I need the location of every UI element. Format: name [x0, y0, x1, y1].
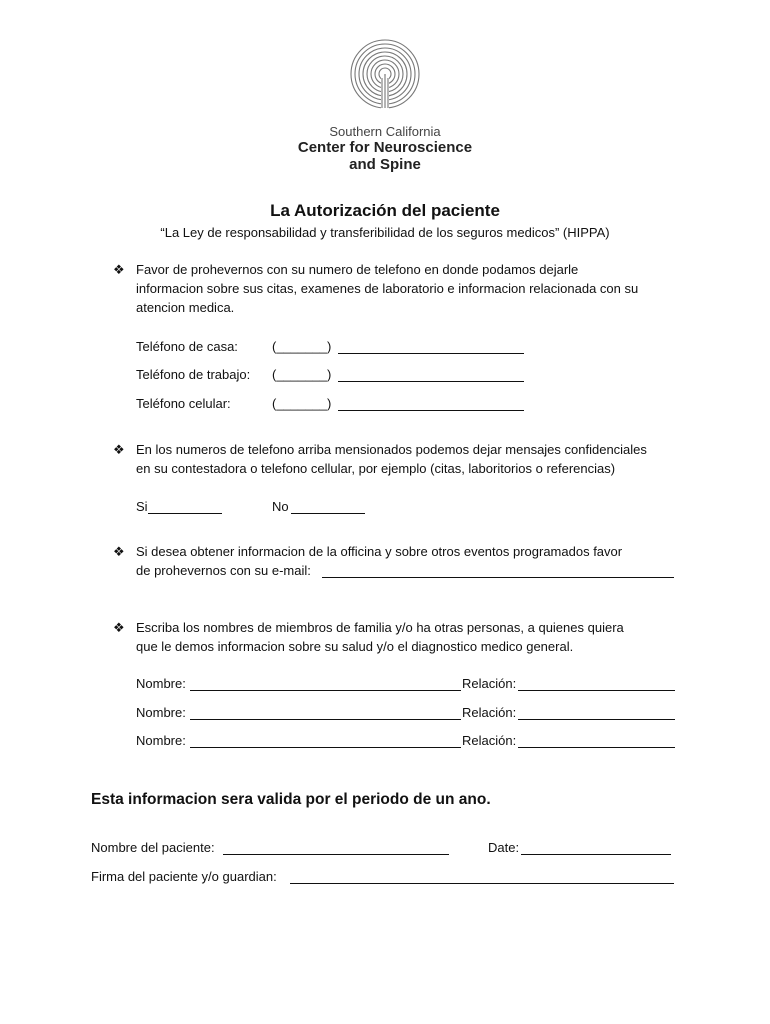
bullet-icon: ❖	[113, 442, 125, 457]
brand-line-name: Center for Neuroscience	[297, 139, 473, 156]
family-name-field[interactable]	[190, 690, 461, 691]
spiral-labyrinth-logo	[349, 38, 421, 110]
section1-text-line2: informacion sobre sus citas, examenes de laboratorio e informacion relacionada con su	[136, 281, 639, 296]
section3-text-line1: Si desea obtener informacion de la officina y sobre otros eventos programados favor	[136, 544, 623, 559]
section2-text-line1: En los numeros de telefono arriba mensionados podemos dejar mensajes confidenciales	[136, 442, 647, 457]
date-label: Date:	[488, 840, 520, 855]
work-phone-label: Teléfono de trabajo:	[136, 367, 251, 382]
bullet-icon: ❖	[113, 620, 125, 635]
page-title: La Autorización del paciente	[270, 201, 500, 220]
brand-line-region: Southern California	[329, 124, 441, 139]
no-field[interactable]	[291, 513, 365, 514]
family-name-field[interactable]	[190, 747, 461, 748]
email-field[interactable]	[322, 577, 674, 578]
family-name-label: Nombre:	[136, 705, 186, 720]
section4-text-line1: Escriba los nombres de miembros de familia y/o ha otras personas, a quienes quiera	[136, 620, 624, 635]
cell-phone-field[interactable]	[338, 410, 524, 411]
section2-text-line2: en su contestadora o telefono cellular, por ejemplo (citas, laboritorios o referencias)	[136, 461, 616, 476]
brand-line-name-cont: and Spine	[349, 156, 421, 173]
family-name-field[interactable]	[190, 719, 461, 720]
family-relation-label: Relación:	[462, 733, 517, 748]
bullet-icon: ❖	[113, 262, 125, 277]
section1-text-line3: atencion medica.	[136, 300, 235, 315]
family-name-label: Nombre:	[136, 676, 186, 691]
family-relation-label: Relación:	[462, 705, 517, 720]
cell-phone-label: Teléfono celular:	[136, 396, 231, 411]
bullet-icon: ❖	[113, 544, 125, 559]
family-name-label: Nombre:	[136, 733, 186, 748]
cell-phone-area-code[interactable]: (_______)	[272, 396, 332, 411]
yes-field[interactable]	[148, 513, 222, 514]
signature-label: Firma del paciente y/o guardian:	[91, 869, 277, 884]
patient-name-label: Nombre del paciente:	[91, 840, 215, 855]
family-relation-field[interactable]	[518, 690, 675, 691]
work-phone-area-code[interactable]: (_______)	[272, 367, 332, 382]
no-label: No	[272, 499, 289, 514]
section1-text-line1: Favor de prohevernos con su numero de telefono en donde podamos dejarle	[136, 262, 579, 277]
family-relation-label: Relación:	[462, 676, 517, 691]
home-phone-area-code[interactable]: (_______)	[272, 339, 332, 354]
home-phone-label: Teléfono de casa:	[136, 339, 238, 354]
patient-name-field[interactable]	[223, 854, 449, 855]
page-subtitle: “La Ley de responsabilidad y transferibilidad de los seguros medicos” (HIPPA)	[160, 225, 610, 240]
home-phone-field[interactable]	[338, 353, 524, 354]
family-relation-field[interactable]	[518, 719, 675, 720]
work-phone-field[interactable]	[338, 381, 524, 382]
signature-field[interactable]	[290, 883, 674, 884]
section4-text-line2: que le demos informacion sobre su salud y/o el diagnostico medico general.	[136, 639, 574, 654]
email-label: de prohevernos con su e-mail:	[136, 563, 311, 578]
validity-notice: Esta informacion sera valida por el periodo de un ano.	[91, 791, 491, 808]
family-relation-field[interactable]	[518, 747, 675, 748]
yes-label: Si	[136, 499, 148, 514]
date-field[interactable]	[521, 854, 671, 855]
